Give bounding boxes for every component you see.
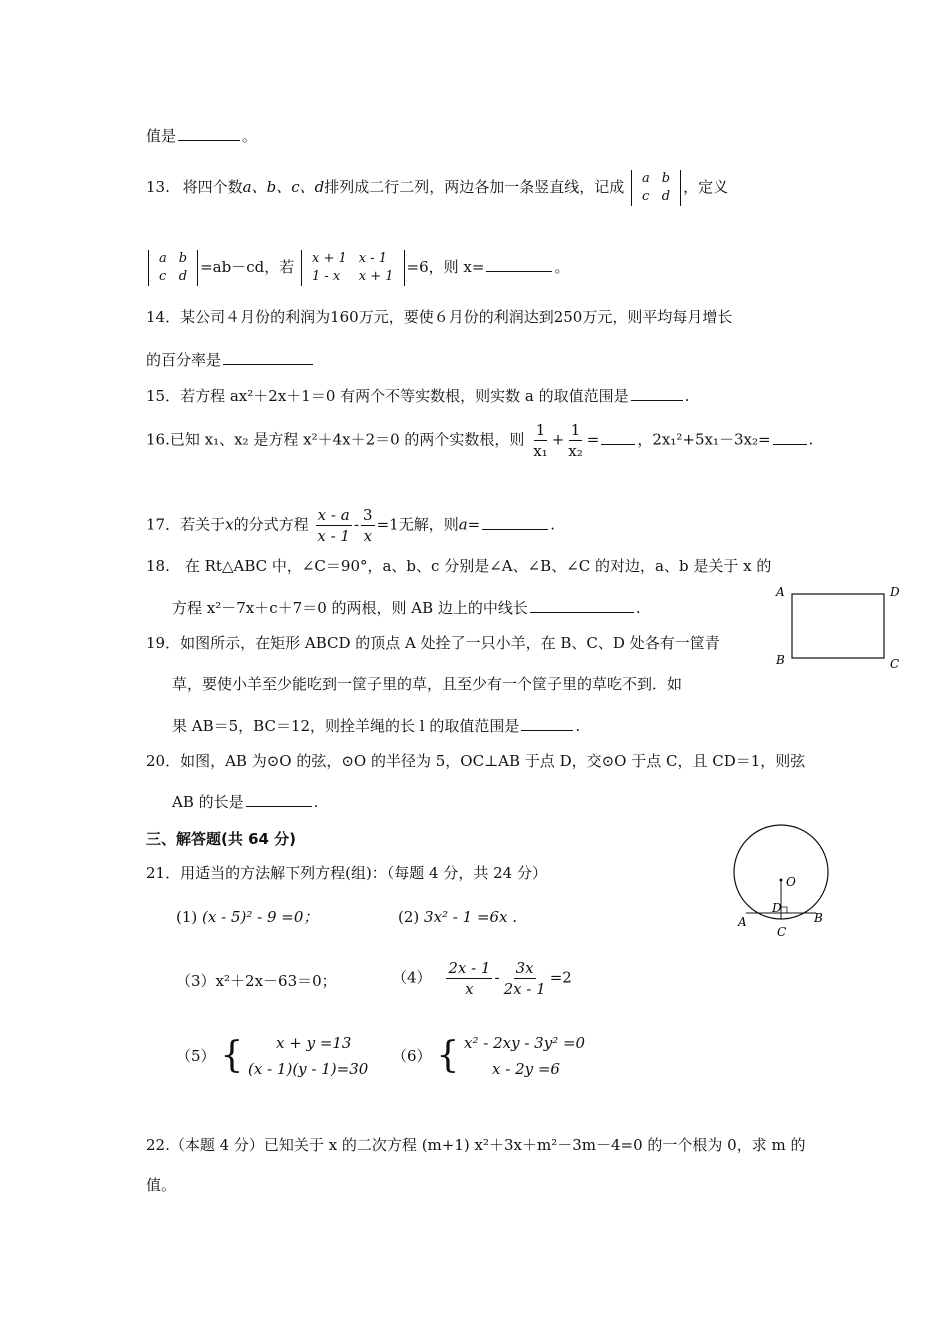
fraction-1-x2: $\frac{1}{\text{x₂}}$: [568, 421, 583, 460]
answer-blank[interactable]: [246, 790, 312, 807]
section-title: 三、解答题(共 64 分): [146, 830, 297, 848]
q15-line: 15．若方程 ax²＋2x＋1＝0 有两个不等实数根，则实数 a 的取值范围是 .: [146, 384, 689, 407]
label-a: A: [738, 915, 747, 929]
label-c: C: [890, 657, 900, 671]
determinant-x: x + 1 x - 1 1 - x x + 1: [301, 250, 405, 286]
answer-blank[interactable]: [631, 384, 683, 401]
label-o: O: [786, 875, 796, 889]
q12-tail: 值是 。: [146, 124, 257, 147]
q16-line: 16.已知 x₁、x₂ 是方程 x²＋4x＋2＝0 的两个实数根，则 $\frac{1}{\text{x₁}}$ + $\frac{1}{\text{x₂}}$ = ，2x₁²+5x₁－3x₂= .: [146, 421, 814, 460]
q21-part4: （4） $\frac{2x - 1}{x}$ - $\frac{3x}{2x - 1}$ =2: [392, 959, 572, 998]
answer-blank[interactable]: [530, 596, 634, 613]
fraction-3x-over-2x-1: $\frac{3x}{2x - 1}$: [503, 959, 546, 998]
brace-symbol: {: [220, 1035, 244, 1076]
rectangle-figure: [770, 582, 910, 674]
center-point: [780, 879, 783, 882]
q13-line2: a b c d =ab－cd，若 x + 1 x - 1 1 - x x + 1 =6，则 x= 。: [146, 250, 569, 286]
brace-symbol: {: [436, 1035, 460, 1076]
q21-part2: (2) 3x² - 1 =6x .: [398, 908, 518, 926]
q22-line1: 22.（本题 4 分）已知关于 x 的二次方程 (m+1) x²＋3x＋m²－3m－4=0 的一个根为 0，求 m 的: [146, 1136, 806, 1154]
answer-blank[interactable]: [223, 348, 313, 365]
determinant-abcd: a b c d: [631, 170, 681, 206]
q20-line2: AB 的长是 .: [172, 790, 318, 813]
answer-blank[interactable]: [773, 428, 807, 445]
answer-blank[interactable]: [178, 124, 240, 141]
q17-line: 17．若关于x的分式方程 $\frac{x - a}{x - 1}$ - $\frac{3}{x}$ =1无解，则a= .: [146, 506, 556, 545]
q13-line1: 13. 将四个数a、b、c、d排列成二行二列，两边各加一条竖直线，记成 a b c d ，定义: [146, 171, 729, 204]
label-a: A: [776, 585, 785, 599]
q14-line1: 14．某公司４月份的利润为160万元，要使６月份的利润达到250万元，则平均每月增长: [146, 308, 733, 326]
q19-line3: 果 AB＝5，BC＝12，则拴羊绳的长 l 的取值范围是 .: [172, 714, 580, 737]
label-c: C: [777, 925, 787, 939]
q21-part3: （3）x²＋2x－63＝0；: [176, 972, 337, 990]
label-d: D: [890, 585, 900, 599]
q21-head: 21．用适当的方法解下列方程(组)：（每题 4 分，共 24 分）: [146, 864, 547, 882]
fraction-1-x1: $\frac{1}{\text{x₁}}$: [533, 421, 548, 460]
circle-figure: [728, 812, 838, 942]
q18-line1: 18. 在 Rt△ABC 中，∠C＝90°，a、b、c 分别是∠A、∠B、∠C 的对边，a、b 是关于 x 的: [146, 557, 772, 575]
answer-blank[interactable]: [486, 255, 552, 272]
answer-blank[interactable]: [601, 428, 635, 445]
fraction-x-a: $\frac{x - a}{x - 1}$: [317, 506, 350, 545]
q22-line2: 值。: [146, 1176, 177, 1194]
answer-blank[interactable]: [482, 513, 548, 530]
determinant-def: a b c d: [148, 250, 198, 286]
q21-part6: （6） { x² - 2xy - 3y² =0 x - 2y =6: [392, 1030, 585, 1082]
q21-part1: (1) (x - 5)² - 9 =0；: [176, 908, 319, 926]
answer-blank[interactable]: [521, 714, 573, 731]
label-d: D: [772, 901, 782, 915]
rectangle-abcd: [792, 594, 884, 658]
q20-line1: 20．如图，AB 为⊙O 的弦，⊙O 的半径为 5，OC⊥AB 于点 D，交⊙O 于点 C，且 CD＝1，则弦: [146, 752, 806, 770]
right-angle-mark: [781, 907, 787, 913]
q21-part5: （5） { x + y =13 (x - 1)(y - 1)=30: [176, 1030, 368, 1082]
label-b: B: [776, 653, 785, 667]
equation-system-5: x + y =13 (x - 1)(y - 1)=30: [248, 1034, 369, 1078]
q19-line1: 19．如图所示，在矩形 ABCD 的顶点 A 处拴了一只小羊，在 B、C、D 处各有一筐青: [146, 634, 720, 652]
fraction-2x-1-over-x: $\frac{2x - 1}{x}$: [448, 959, 491, 998]
q14-line2: 的百分率是: [146, 348, 315, 371]
q18-line2: 方程 x²－7x＋c＋7＝0 的两根，则 AB 边上的中线长 .: [172, 596, 641, 619]
fraction-3-x: $\frac{3}{x}$: [363, 506, 373, 545]
equation-system-6: x² - 2xy - 3y² =0 x - 2y =6: [464, 1034, 586, 1078]
q19-line2: 草，要使小羊至少能吃到一筐子里的草，且至少有一个筐子里的草吃不到．如: [172, 675, 683, 693]
label-b: B: [814, 911, 823, 925]
